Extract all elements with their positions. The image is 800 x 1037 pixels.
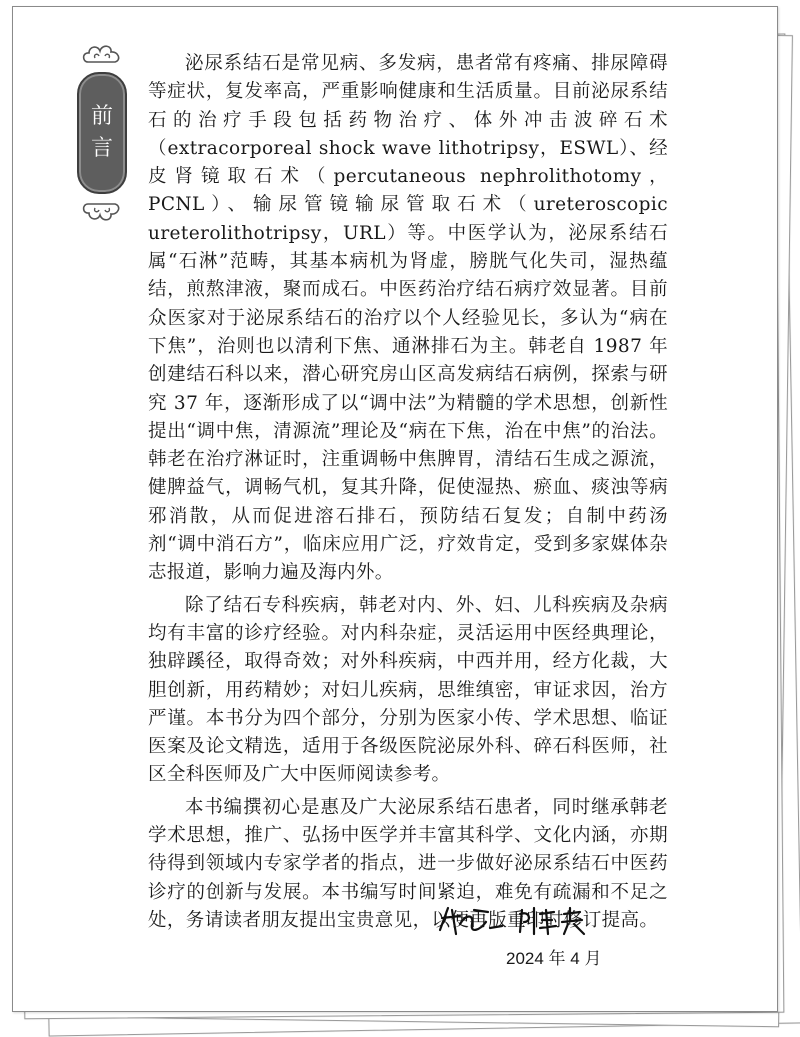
cloud-ornament-top-icon: [80, 42, 124, 68]
paragraph-3: 本书编撰初心是惠及广大泌尿系结石患者，同时继承韩老学术思想，推广、弘扬中医学并丰富其科学、文化内涵，亦期待得到领域内专家学者的指点，进一步做好泌尿系结石中医药诊疗的创新与发展。本书编写时间紧迫，难免有疏漏和不足之处，务请读者朋友提出宝贵意见，以便再版重印时修订提高。: [148, 796, 668, 931]
cloud-ornament-bottom-icon: [80, 198, 124, 224]
preface-tab-char-2: 言: [90, 136, 113, 161]
preface-body: [148, 50, 668, 935]
paragraph-2: 除了结石专科疾病，韩老对内、外、妇、儿科疾病及杂病均有丰富的诊疗经验。对内科杂症，灵活运用中医经典理论，独辟蹊径，取得奇效；对外科疾病，中西并用，经方化裁，大胆创新，用药精妙；对妇儿疾病，思维缜密，审证求因，治方严谨。本书分为四个部分，分别为医家小传、学术思想、临证医案及论文精选，适用于各级医院泌尿外科、碎石科医师，社区全科医师及广大中医师阅读参考。: [148, 594, 668, 786]
author-signature: [430, 900, 630, 940]
section-tab: [72, 42, 132, 224]
preface-tab-char-1: 前: [90, 104, 113, 129]
preface-tab-label: [77, 72, 127, 194]
paragraph-1: 泌尿系结石是常见病、多发病，患者常有疼痛、排尿障碍等症状，复发率高，严重影响健康和生活质量。目前泌尿系结石的治疗手段包括药物治疗、体外冲击波碎石术（extracorporeal shock wave lithotripsy，ESWL）、经皮肾镜取石术（percutaneous nephrolithotomy，PCNL）、输尿管镜输尿管取石术（ureteroscopic ureterolithotripsy，URL）等。中医学认为，泌尿系结石属“石淋”范畴，其基本病机为肾虚，膀胱气化失司，湿热蕴结，煎熬津液，聚而成石。中医药治疗结石病疗效显著。目前众医家对于泌尿系结石的治疗以个人经验见长，多认为“病在下焦”，治则也以清利下焦、通淋排石为主。韩老自 1987 年创建结石科以来，潜心研究房山区高发病结石病例，探索与研究 37 年，逐渐形成了以“调中法”为精髓的学术思想，创新性提出“调中焦，清源流”理论及“病在下焦，治在中焦”的治法。韩老在治疗淋证时，注重调畅中焦脾胃，清结石生成之源流，健脾益气，调畅气机，复其升降，促使湿热、瘀血、痰浊等病邪消散，从而促进溶石排石，预防结石复发；自制中药汤剂“调中消石方”，临床应用广泛，疗效肯定，受到多家媒体杂志报道，影响力遍及海内外。: [148, 53, 668, 584]
preface-date: 2024 年 4 月: [506, 949, 602, 968]
